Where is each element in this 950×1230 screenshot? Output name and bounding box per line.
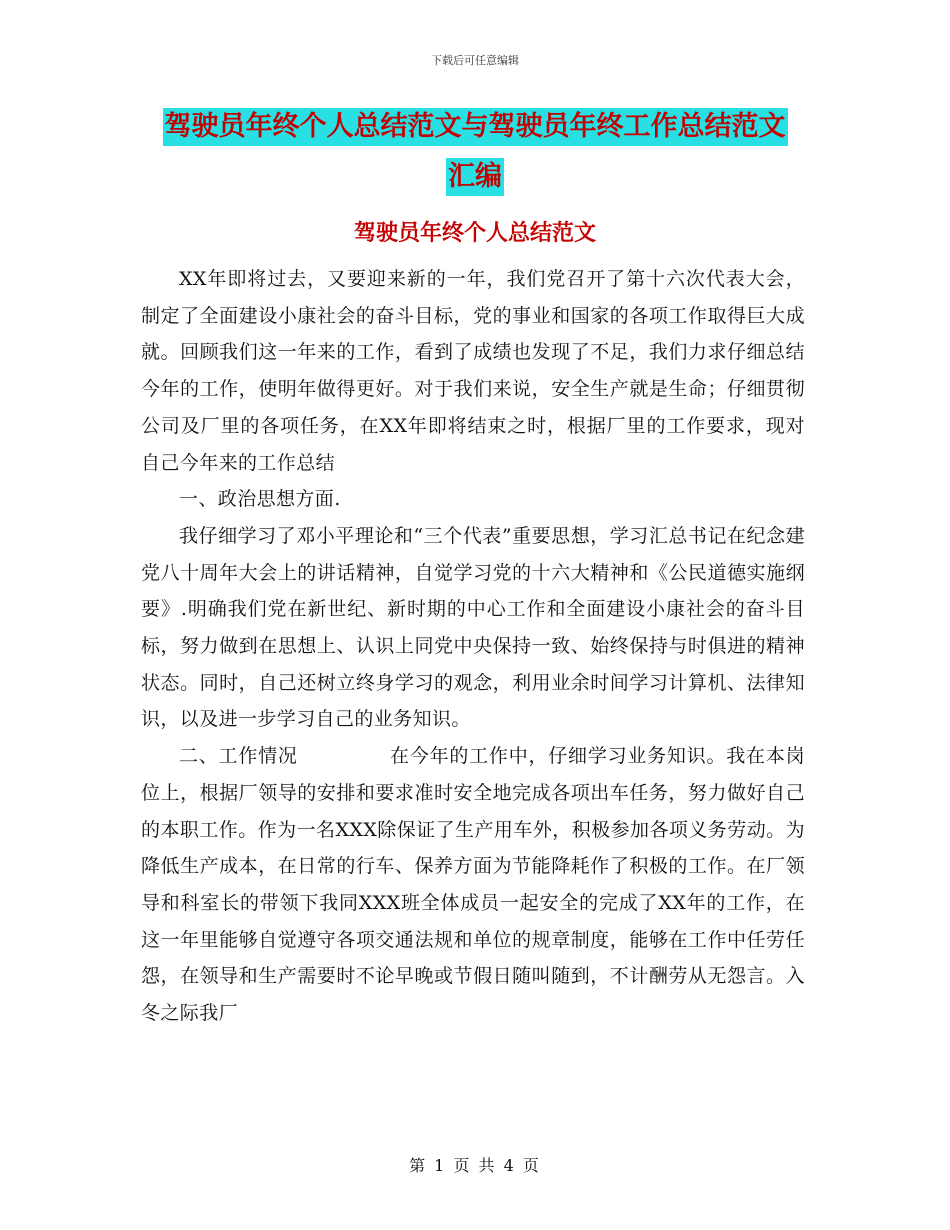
header-note: 下载后可任意编辑 bbox=[431, 54, 519, 67]
page-footer: 第 1 页 共 4 页 bbox=[409, 1156, 541, 1175]
main-title bbox=[0, 108, 950, 208]
paragraph-political-heading: 一、政治思想方面. bbox=[179, 488, 341, 511]
body-text bbox=[141, 261, 805, 1032]
work-heading: 二、工作情况 bbox=[179, 745, 298, 768]
paragraph-work bbox=[141, 738, 805, 1032]
section-title: 驾驶员年终个人总结范文 bbox=[353, 221, 596, 246]
main-title-line-2: 汇编 bbox=[446, 158, 504, 196]
paragraph-political-body: 我仔细学习了邓小平理论和“三个代表”重要思想，学习汇总书记在纪念建党八十周年大会上的讲话精神，自觉学习党的十六大精神和《公民道德实施纲要》.明确我们党在新世纪、新时期的中心工作和全面建设小康社会的奋斗目标，努力做到在思想上、认识上同党中央保持一致、始终保持与时俱进的精神状态。同时，自己还树立终身学习的观念，利用业余时间学习计算机、法律知识，以及进一步学习自己的业务知识。 bbox=[141, 524, 805, 731]
work-body: 在今年的工作中，仔细学习业务知识。我在本岗位上，根据厂领导的安排和要求准时安全地完成各项出车任务，努力做好自己的本职工作。作为一名XXX除保证了生产用车外，积极参加各项义务劳动。为降低生产成本，在日常的行车、保养方面为节能降耗作了积极的工作。在厂领导和科室长的带领下我同XXX班全体成员一起安全的完成了XX年的工作，在这一年里能够自觉遵守各项交通法规和单位的规章制度，能够在工作中任劳任怨，在领导和生产需要时不论早晚或节假日随叫随到，不计酬劳从无怨言。入冬之际我厂 bbox=[141, 745, 805, 1025]
paragraph-intro: XX年即将过去，又要迎来新的一年，我们党召开了第十六次代表大会，制定了全面建设小康社会的奋斗目标，党的事业和国家的各项工作取得巨大成就。回顾我们这一年来的工作，看到了成绩也发现了不足，我们力求仔细总结今年的工作，使明年做得更好。对于我们来说，安全生产就是生命；仔细贯彻公司及厂里的各项任务，在XX年即将结束之时，根据厂里的工作要求，现对自己今年来的工作总结 bbox=[141, 268, 805, 474]
main-title-line-1: 驾驶员年终个人总结范文与驾驶员年终工作总结范文 bbox=[163, 108, 788, 146]
